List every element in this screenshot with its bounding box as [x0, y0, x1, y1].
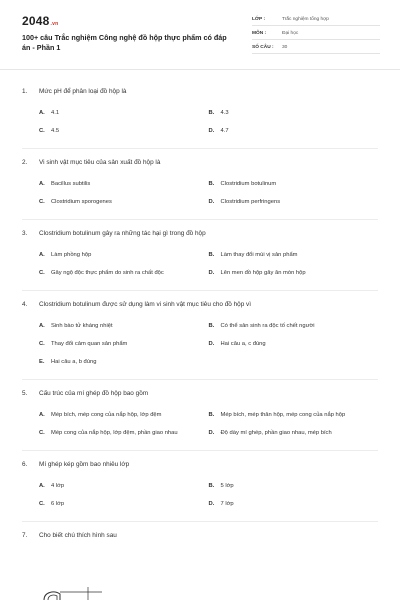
question-stem	[22, 389, 378, 398]
option-letter: E.	[39, 359, 45, 365]
answer-option[interactable]	[39, 264, 209, 282]
answer-option[interactable]	[209, 264, 379, 282]
question-number: 5.	[22, 390, 28, 397]
question-stem	[22, 531, 378, 540]
meta-value: Trắc nghiệm tổng hợp	[282, 16, 329, 22]
option-letter: D.	[208, 128, 215, 134]
answer-option[interactable]	[209, 406, 379, 424]
meta-key: LỚP :	[252, 16, 266, 22]
answer-option[interactable]	[39, 193, 209, 211]
option-text: Có thể sản sinh ra độc tố chết người	[220, 323, 315, 329]
question-text: Clostridium botulinum gây ra những tác hại gì trong đồ hộp	[39, 230, 206, 237]
option-letter: B.	[208, 181, 215, 187]
option-letter: B.	[208, 323, 215, 329]
answer-option[interactable]	[39, 335, 209, 353]
option-letter: B.	[208, 110, 215, 116]
option-letter: D.	[208, 341, 215, 347]
question	[22, 380, 378, 451]
option-letter: C.	[39, 430, 45, 436]
option-text: Mép bích, mép thân hộp, mép cong của nắp hộp	[220, 412, 346, 418]
question-number: 3.	[22, 230, 28, 237]
option-text: 4.7	[220, 128, 229, 134]
question-number: 2.	[22, 159, 28, 166]
answer-option[interactable]	[39, 477, 209, 495]
option-list	[22, 317, 378, 371]
question	[22, 291, 378, 380]
option-text: Thay đổi cảm quan sản phẩm	[51, 341, 128, 347]
answer-option[interactable]	[39, 406, 209, 424]
answer-option[interactable]	[209, 424, 379, 442]
option-text: Độ dày mí ghép, phần giao nhau, mép bích	[220, 430, 332, 436]
document-title: 100+ câu Trắc nghiệm Công nghệ đồ hộp thực phẩm có đáp án - Phần 1	[22, 33, 227, 52]
option-letter: C.	[39, 341, 45, 347]
option-text: Sinh bào tử kháng nhiệt	[51, 323, 113, 329]
meta-value: 30	[282, 44, 288, 50]
page-header	[0, 0, 400, 70]
meta-row-class	[252, 13, 380, 26]
option-letter: B.	[208, 252, 215, 258]
option-text: Clostridium perfringens	[220, 199, 281, 205]
answer-option[interactable]	[209, 335, 379, 353]
question-list	[0, 70, 400, 556]
option-text: Mép bích, mép cong của nắp hộp, lớp đệm	[51, 412, 162, 418]
answer-option[interactable]	[209, 317, 379, 335]
question-text: Clostridium botulinum được sử dụng làm vi sinh vật mục tiêu cho đồ hộp vì	[39, 301, 252, 308]
question-number: 6.	[22, 461, 28, 468]
option-letter: D.	[208, 501, 215, 507]
question-number: 1.	[22, 88, 28, 95]
question-text: Vi sinh vật mục tiêu của sản xuất đồ hộp là	[39, 159, 161, 166]
site-logo[interactable]	[22, 14, 58, 28]
question-text: Mức pH để phân loại đồ hộp là	[39, 88, 127, 95]
question-stem	[22, 460, 378, 469]
option-letter: D.	[208, 430, 215, 436]
option-letter: A.	[39, 323, 45, 329]
option-letter: C.	[39, 199, 45, 205]
answer-option[interactable]	[39, 495, 209, 513]
option-letter: C.	[39, 128, 45, 134]
answer-option[interactable]	[209, 246, 379, 264]
option-text: Hai câu a, c đúng	[220, 341, 266, 347]
question-stem	[22, 87, 378, 96]
option-text: Mép cong của nắp hộp, lớp đệm, phần giao nhau	[51, 430, 178, 436]
option-list	[22, 406, 378, 442]
meta-row-subject	[252, 27, 380, 40]
option-text: Lên men đồ hộp gây ăn mòn hộp	[220, 270, 306, 276]
option-letter: A.	[39, 412, 45, 418]
answer-option[interactable]	[209, 495, 379, 513]
option-text: Clostridium sporogenes	[51, 199, 112, 205]
answer-option[interactable]	[209, 104, 379, 122]
option-letter: C.	[39, 270, 45, 276]
option-list	[22, 175, 378, 211]
option-letter: D.	[208, 199, 215, 205]
option-list	[22, 246, 378, 282]
option-text: Làm phồng hộp	[51, 252, 92, 258]
option-text: 4.1	[51, 110, 60, 116]
question-number: 4.	[22, 301, 28, 308]
meta-key: SỐ CÂU :	[252, 44, 274, 50]
option-letter: A.	[39, 110, 45, 116]
option-text: Làm thay đổi mùi vị sản phẩm	[220, 252, 298, 258]
answer-option[interactable]	[209, 477, 379, 495]
option-list	[22, 104, 378, 140]
answer-option[interactable]	[39, 424, 209, 442]
option-text: 7 lớp	[220, 501, 234, 507]
question	[22, 522, 378, 556]
option-letter: A.	[39, 483, 45, 489]
answer-option[interactable]	[209, 193, 379, 211]
answer-option[interactable]	[39, 353, 378, 371]
answer-option[interactable]	[209, 175, 379, 193]
option-text: Gây ngộ độc thực phẩm do sinh ra chất độc	[51, 270, 164, 276]
logo-text: 2048	[22, 14, 50, 28]
answer-option[interactable]	[39, 246, 209, 264]
option-list	[22, 477, 378, 513]
question	[22, 220, 378, 291]
seam-diagram-figure	[40, 586, 110, 600]
answer-option[interactable]	[39, 175, 209, 193]
question-text: Mí ghép kép gồm bao nhiêu lớp	[39, 461, 130, 468]
option-text: 4.5	[51, 128, 60, 134]
meta-value: Đại học	[282, 30, 299, 36]
option-text: Bacillus subtilis	[51, 181, 91, 187]
meta-key: MÔN :	[252, 30, 267, 36]
question-stem	[22, 300, 378, 309]
option-letter: B.	[208, 412, 215, 418]
question-number: 7.	[22, 532, 28, 539]
logo-domain: .vn	[50, 21, 59, 27]
option-text: Clostridium botulinum	[220, 181, 277, 187]
question-stem	[22, 229, 378, 238]
option-letter: D.	[208, 270, 215, 276]
question	[22, 451, 378, 522]
question-text: Cấu trúc của mí ghép đồ hộp bao gồm	[39, 390, 149, 397]
meta-row-count	[252, 41, 380, 54]
question	[22, 149, 378, 220]
option-text: 4 lớp	[51, 483, 65, 489]
question-stem	[22, 158, 378, 167]
answer-option[interactable]	[39, 317, 209, 335]
answer-option[interactable]	[39, 122, 209, 140]
question-text: Cho biết chú thích hình sau	[39, 532, 117, 539]
option-text: 5 lớp	[220, 483, 234, 489]
option-text: 4.3	[220, 110, 229, 116]
document-meta	[252, 13, 380, 55]
answer-option[interactable]	[209, 122, 379, 140]
option-letter: B.	[208, 483, 215, 489]
question	[22, 78, 378, 149]
option-letter: A.	[39, 252, 45, 258]
option-letter: A.	[39, 181, 45, 187]
answer-option[interactable]	[39, 104, 209, 122]
option-text: Hai câu a, b đúng	[51, 359, 97, 365]
option-text: 6 lớp	[51, 501, 65, 507]
option-letter: C.	[39, 501, 45, 507]
